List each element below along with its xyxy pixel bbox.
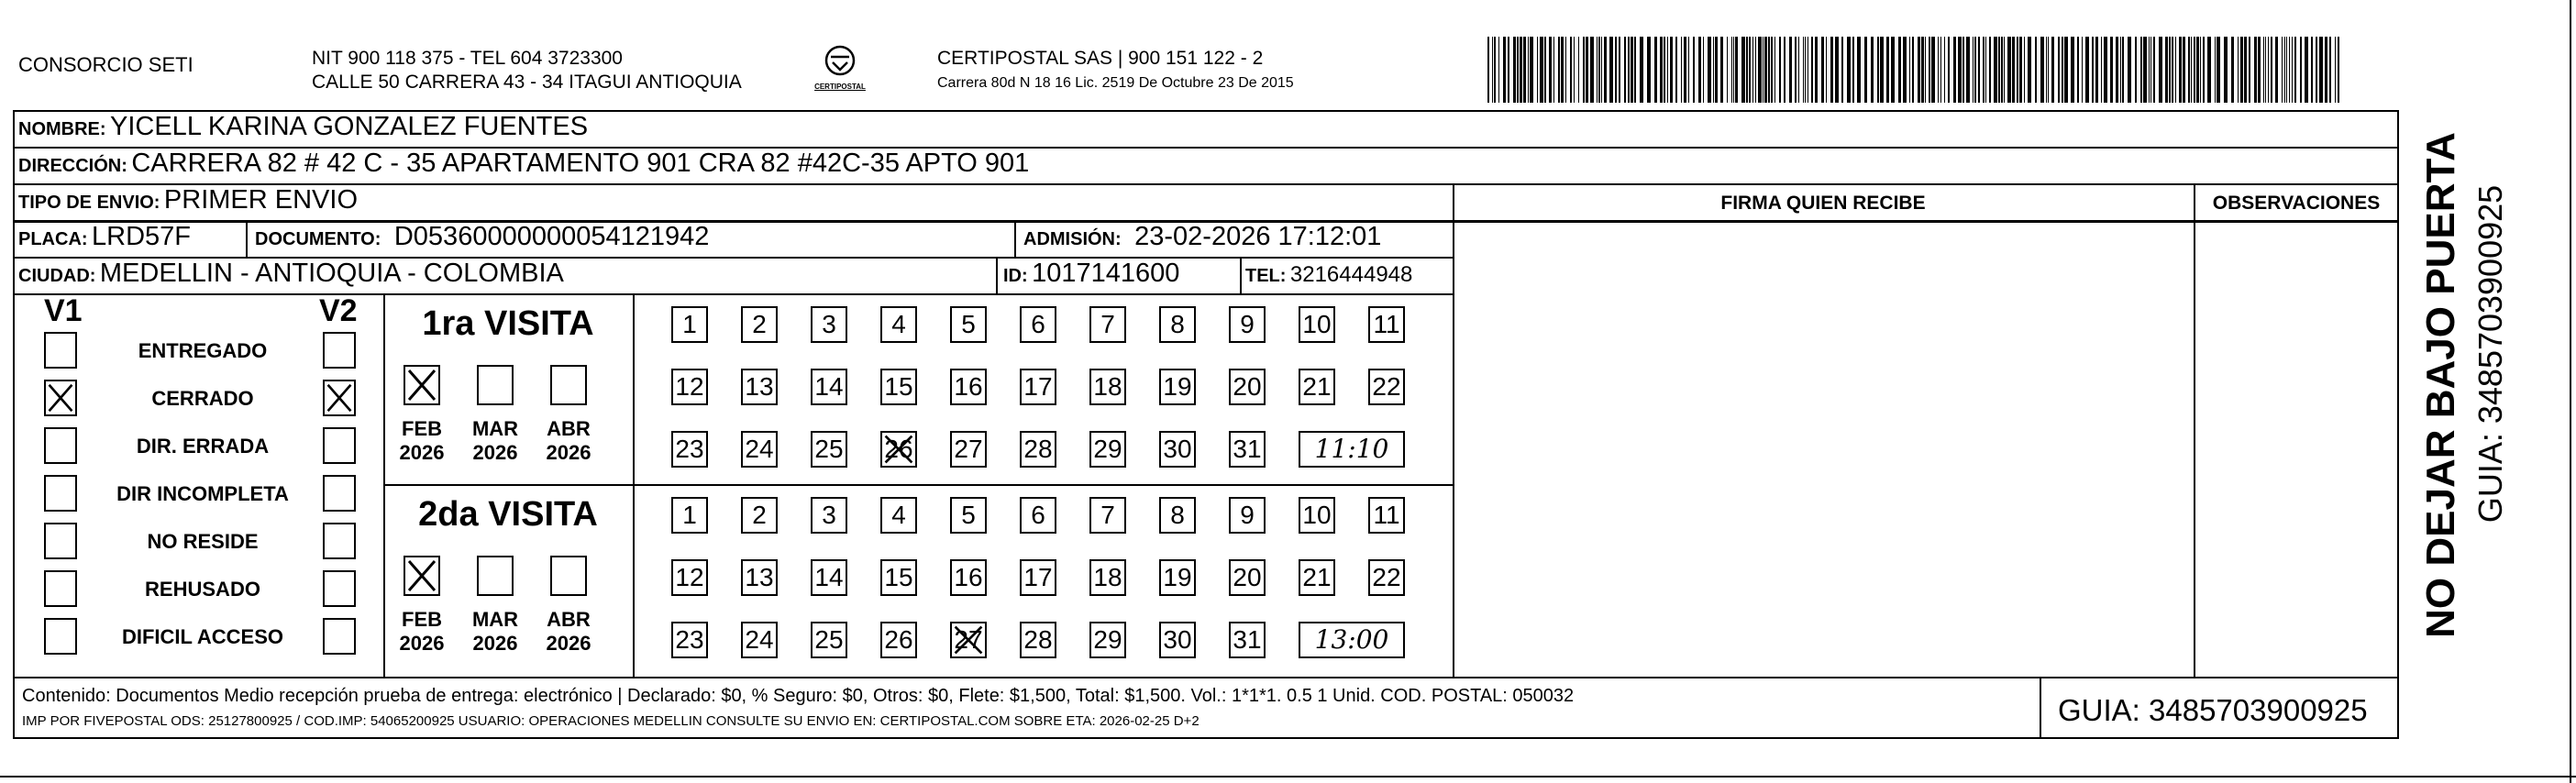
placa-label: PLACA: <box>18 229 88 249</box>
nombre-row <box>18 114 588 140</box>
company-name: CONSORCIO SETI <box>18 53 193 76</box>
visit-month-checkbox[interactable] <box>550 556 587 596</box>
visit-day-box[interactable]: 15 <box>880 559 917 596</box>
visit-day-box[interactable]: 4 <box>880 497 917 534</box>
visit-day-box[interactable]: 6 <box>1020 306 1056 343</box>
visit-month-label: MAR <box>471 608 519 631</box>
footer-contenido: Contenido: Documentos Medio recepción prueba de entrega: electrónico | Declarado: $0, % Seguro: $0, Otros: $0, Flete: $1,500, Total: $1,500. Vol.: 1*1*1. 0.5 1 Unid. COD. POSTAL: 050032 <box>22 686 1575 706</box>
visit-day-box[interactable]: 31 <box>1229 431 1266 468</box>
visit-day-box[interactable]: 8 <box>1159 497 1196 534</box>
visit-day-box[interactable]: 5 <box>950 497 987 534</box>
visit-month-label: FEB <box>402 417 442 440</box>
visit-day-box[interactable]: 21 <box>1299 369 1335 405</box>
status-v2-checkbox[interactable] <box>323 332 356 369</box>
visit-day-box[interactable]: 10 <box>1299 497 1335 534</box>
visit-year-label: 2026 <box>399 632 445 655</box>
visit-day-box[interactable]: 26 <box>880 622 917 658</box>
visit-day-box[interactable]: 18 <box>1089 369 1126 405</box>
status-label: NO RESIDE <box>147 530 259 553</box>
visit-day-box[interactable]: 9 <box>1229 497 1266 534</box>
visit-day-box[interactable]: 7 <box>1089 497 1126 534</box>
footer-imp-line: IMP POR FIVEPOSTAL ODS: 25127800925 / COD.IMP: 54065200925 USUARIO: OPERACIONES MEDELLIN CONSULTE SU ENVIO EN: CERTIPOSTAL.COM SOBRE ETA: 2026-02-25 D+2 <box>22 713 1200 729</box>
status-label: ENTREGADO <box>138 339 268 362</box>
direccion-label: DIRECCIÓN: <box>18 156 127 176</box>
placa-cell <box>18 224 191 250</box>
address-line: CALLE 50 CARRERA 43 - 34 ITAGUI ANTIOQUIA <box>312 72 742 93</box>
visit-day-box[interactable]: 14 <box>811 559 847 596</box>
visit-month-checkbox[interactable] <box>404 365 440 405</box>
status-v2-checkbox[interactable] <box>323 475 356 512</box>
side-frame <box>2399 110 2403 739</box>
tipo-label: TIPO DE ENVIO: <box>18 193 160 213</box>
visit-month-checkbox[interactable] <box>477 365 514 405</box>
visit-day-box[interactable]: 16 <box>950 559 987 596</box>
visit-day-box[interactable]: 11 <box>1368 306 1405 343</box>
visit-time-box[interactable]: 11:10 <box>1299 431 1405 468</box>
visit-year-label: 2026 <box>546 632 591 655</box>
visit-day-box[interactable]: 12 <box>671 369 708 405</box>
tel-value: 3216444948 <box>1289 262 1413 287</box>
status-label: DIFICIL ACCESO <box>121 625 283 648</box>
visit-day-box[interactable]: 12 <box>671 559 708 596</box>
id-value: 1017141600 <box>1032 259 1180 288</box>
carrier-name: CERTIPOSTAL SAS | 900 151 122 - 2 <box>937 48 1264 69</box>
admision-value: 23-02-2026 17:12:01 <box>1134 222 1382 251</box>
visit-day-box[interactable]: 25 <box>811 622 847 658</box>
visit-day-box[interactable]: 22 <box>1368 559 1405 596</box>
footer-guia: GUIA: 3485703900925 <box>2058 693 2368 727</box>
visit-day-box[interactable]: 11 <box>1368 497 1405 534</box>
visit-day-box[interactable]: 6 <box>1020 497 1056 534</box>
visit-day-box[interactable]: 24 <box>741 431 778 468</box>
status-label: REHUSADO <box>145 578 260 601</box>
barcode <box>1487 37 2342 103</box>
status-v2-checkbox[interactable] <box>323 427 356 464</box>
ciudad-cell <box>18 260 564 287</box>
placa-value: LRD57F <box>92 222 191 251</box>
logo-text: CERTIPOSTAL <box>814 83 866 91</box>
status-label: CERRADO <box>151 387 254 410</box>
tipo-row <box>18 187 358 214</box>
admision-cell <box>1023 224 1381 250</box>
status-v1-checkbox[interactable] <box>44 523 77 559</box>
direccion-value: CARRERA 82 # 42 C - 35 APARTAMENTO 901 CRA 82 #42C-35 APTO 901 <box>131 149 1030 178</box>
x-mark-icon <box>46 381 75 414</box>
status-label: DIR INCOMPLETA <box>116 482 289 505</box>
visit-day-box[interactable]: 14 <box>811 369 847 405</box>
visit-day-box[interactable]: 2 <box>741 306 778 343</box>
status-v2-checkbox[interactable] <box>323 380 356 416</box>
observaciones-header: OBSERVACIONES <box>2212 193 2381 214</box>
status-v2-checkbox[interactable] <box>323 618 356 655</box>
visit-day-box[interactable]: 27 <box>950 431 987 468</box>
visit-month-label: FEB <box>402 608 442 631</box>
visit-day-box[interactable]: 29 <box>1089 431 1126 468</box>
visit-day-box[interactable]: 17 <box>1020 559 1056 596</box>
visit-month-checkbox[interactable] <box>550 365 587 405</box>
status-v2-checkbox[interactable] <box>323 570 356 607</box>
x-mark-icon <box>882 433 915 466</box>
visit-month-label: ABR <box>547 608 591 631</box>
carrier-address: Carrera 80d N 18 16 Lic. 2519 De Octubre 23 De 2015 <box>937 75 1294 91</box>
visit-day-box[interactable]: 26 <box>880 431 917 468</box>
visit-day-box[interactable]: 31 <box>1229 622 1266 658</box>
certipostal-logo <box>814 42 866 101</box>
visit-day-box[interactable]: 15 <box>880 369 917 405</box>
direccion-row <box>18 150 1029 177</box>
status-v1-checkbox[interactable] <box>44 332 77 369</box>
x-mark-icon <box>405 367 438 403</box>
visit-day-box[interactable]: 21 <box>1299 559 1335 596</box>
visit-time-box[interactable]: 13:00 <box>1299 622 1405 658</box>
visit-day-box[interactable]: 20 <box>1229 559 1266 596</box>
visit-year-label: 2026 <box>472 632 518 655</box>
status-v1-checkbox[interactable] <box>44 618 77 655</box>
v2-header: V2 <box>319 293 358 328</box>
visit-day-box[interactable]: 9 <box>1229 306 1266 343</box>
visit-day-box[interactable]: 17 <box>1020 369 1056 405</box>
status-v1-checkbox[interactable] <box>44 380 77 416</box>
visit-day-box[interactable]: 20 <box>1229 369 1266 405</box>
visit-year-label: 2026 <box>399 441 445 464</box>
visit-day-box[interactable]: 23 <box>671 622 708 658</box>
visit-day-box[interactable]: 18 <box>1089 559 1126 596</box>
status-label: DIR. ERRADA <box>136 435 270 458</box>
documento-value: D05360000000054121942 <box>393 222 710 251</box>
visit-day-box[interactable]: 1 <box>671 306 708 343</box>
visit-day-box[interactable]: 1 <box>671 497 708 534</box>
documento-cell <box>255 224 709 250</box>
visit-day-box[interactable]: 5 <box>950 306 987 343</box>
visit-month-checkbox[interactable] <box>477 556 514 596</box>
x-mark-icon <box>325 381 354 414</box>
status-v1-checkbox[interactable] <box>44 427 77 464</box>
x-mark-icon <box>952 623 985 656</box>
visit-day-box[interactable]: 30 <box>1159 622 1196 658</box>
visit-day-box[interactable]: 19 <box>1159 559 1196 596</box>
firma-header: FIRMA QUIEN RECIBE <box>1720 193 1926 214</box>
nombre-label: NOMBRE: <box>18 119 106 139</box>
visit-day-box[interactable]: 13 <box>741 369 778 405</box>
visit-day-box[interactable]: 30 <box>1159 431 1196 468</box>
visit-title: 1ra VISITA <box>422 304 594 343</box>
visit-day-box[interactable]: 24 <box>741 622 778 658</box>
visit-year-label: 2026 <box>546 441 591 464</box>
id-label: ID: <box>1003 266 1028 286</box>
visit-year-label: 2026 <box>472 441 518 464</box>
visit-month-checkbox[interactable] <box>404 556 440 596</box>
documento-label: DOCUMENTO: <box>255 229 381 249</box>
tipo-value: PRIMER ENVIO <box>163 185 359 215</box>
visit-day-box[interactable]: 16 <box>950 369 987 405</box>
visit-day-box[interactable]: 7 <box>1089 306 1126 343</box>
visit-day-box[interactable]: 4 <box>880 306 917 343</box>
visit-day-box[interactable]: 10 <box>1299 306 1335 343</box>
visit-day-box[interactable]: 27 <box>950 622 987 658</box>
visit-day-box[interactable]: 2 <box>741 497 778 534</box>
visit-day-box[interactable]: 8 <box>1159 306 1196 343</box>
visit-month-label: MAR <box>471 417 519 440</box>
visit-day-box[interactable]: 25 <box>811 431 847 468</box>
visit-day-box[interactable]: 29 <box>1089 622 1126 658</box>
visit-day-box[interactable]: 13 <box>741 559 778 596</box>
visit-day-box[interactable]: 19 <box>1159 369 1196 405</box>
visit-day-box[interactable]: 28 <box>1020 431 1056 468</box>
ciudad-value: MEDELLIN - ANTIOQUIA - COLOMBIA <box>99 259 564 288</box>
visit-day-box[interactable]: 23 <box>671 431 708 468</box>
status-v1-checkbox[interactable] <box>44 570 77 607</box>
x-mark-icon <box>405 557 438 594</box>
ciudad-label: CIUDAD: <box>18 266 96 286</box>
id-cell <box>1003 260 1179 287</box>
status-v2-checkbox[interactable] <box>323 523 356 559</box>
admision-label: ADMISIÓN: <box>1023 229 1122 249</box>
v1-header: V1 <box>44 293 83 328</box>
nombre-value: YICELL KARINA GONZALEZ FUENTES <box>110 112 589 141</box>
status-v1-checkbox[interactable] <box>44 475 77 512</box>
nit-line: NIT 900 118 375 - TEL 604 3723300 <box>312 48 623 69</box>
visit-month-label: ABR <box>547 417 591 440</box>
visit-day-box[interactable]: 28 <box>1020 622 1056 658</box>
tel-cell <box>1245 264 1412 286</box>
visit-day-box[interactable]: 22 <box>1368 369 1405 405</box>
tel-label: TEL: <box>1245 266 1287 286</box>
visit-day-box[interactable]: 3 <box>811 497 847 534</box>
visit-day-box[interactable]: 3 <box>811 306 847 343</box>
visit-title: 2da VISITA <box>418 495 598 534</box>
